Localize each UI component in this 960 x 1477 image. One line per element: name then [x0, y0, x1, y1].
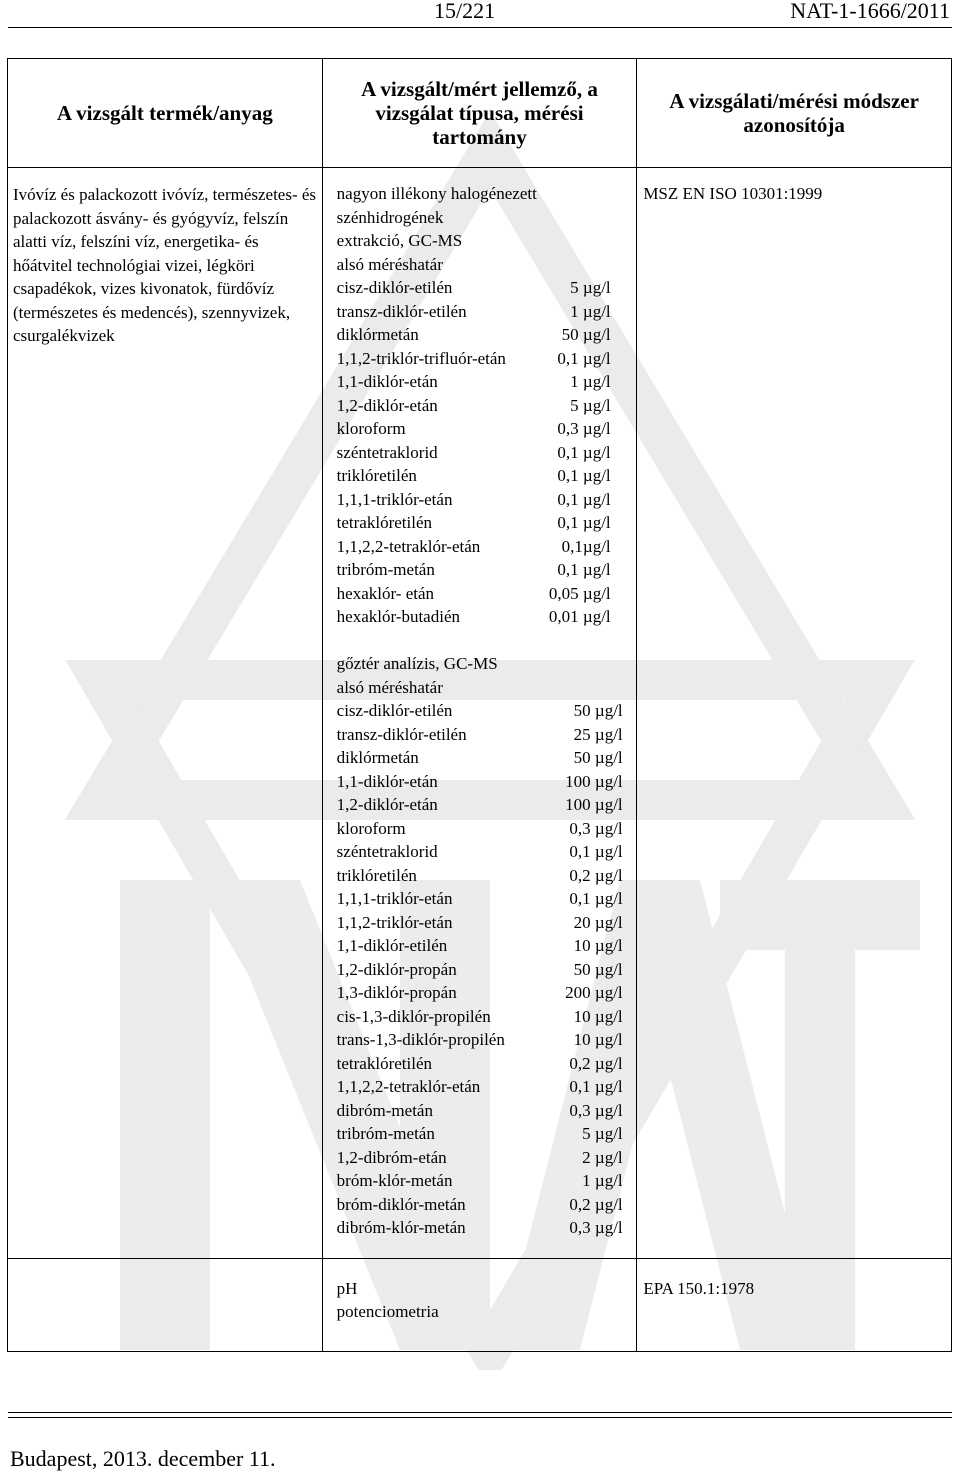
list-item	[337, 417, 633, 441]
detection-limit: 0,3 µg/l	[569, 818, 623, 838]
detection-limit: 0,1 µg/l	[569, 1077, 623, 1096]
list-item	[337, 981, 633, 1005]
list-item	[337, 699, 633, 723]
detection-limit: 50 µg/l	[561, 325, 611, 344]
block1-intro-line: nagyon illékony halogénezett	[336, 184, 537, 203]
list-item	[337, 535, 633, 559]
analyte-name: 1,2-diklór-propán	[336, 959, 457, 979]
analyte-name: tribróm-metán	[336, 560, 435, 579]
list-item	[337, 746, 633, 770]
list-item	[337, 1075, 633, 1099]
analyte-name: 1,1-diklór-etán	[336, 372, 438, 391]
detection-limit: 0,1 µg/l	[557, 466, 611, 485]
list-item	[337, 441, 633, 465]
document-id: NAT-1-1666/2011	[790, 0, 950, 23]
analyte-name: bróm-klór-metán	[336, 1171, 453, 1190]
detection-limit: 0,01 µg/l	[548, 607, 611, 626]
list-item	[337, 276, 633, 300]
table-row	[8, 1258, 952, 1351]
list-item	[337, 817, 633, 841]
detection-limit: 5 µg/l	[582, 1124, 623, 1143]
col-header-method: A vizsgálati/mérési módszer azonosítója	[637, 59, 952, 168]
footer-rule-double	[8, 1417, 952, 1418]
list-item	[337, 1146, 633, 1170]
analyte-name: széntetraklorid	[336, 842, 438, 861]
analyte-name: kloroform	[336, 818, 406, 838]
detection-limit: 5 µg/l	[570, 278, 611, 297]
list-item	[337, 1052, 633, 1076]
extraction-block	[337, 182, 633, 629]
block2-intro	[337, 652, 633, 699]
list-item	[337, 840, 633, 864]
list-item	[337, 582, 633, 606]
list-item	[337, 934, 633, 958]
analyte-name: 1,2-dibróm-etán	[336, 1147, 447, 1167]
detection-limit: 0,1 µg/l	[557, 513, 611, 532]
ph-label: pH	[336, 1278, 358, 1298]
block1-list	[337, 276, 633, 629]
detection-limit: 2 µg/l	[582, 1147, 623, 1167]
detection-limit: 200 µg/l	[565, 983, 623, 1002]
page-number: 15/221	[434, 0, 496, 23]
headspace-block	[337, 652, 633, 1240]
analyte-name: 1,2-diklór-etán	[336, 395, 438, 415]
method-id: MSZ EN ISO 10301:1999	[643, 184, 823, 203]
list-item	[337, 911, 633, 935]
list-item	[337, 511, 633, 535]
analyte-name: 1,3-diklór-propán	[336, 983, 457, 1002]
detection-limit: 100 µg/l	[565, 795, 623, 814]
detection-limit: 0,1 µg/l	[557, 348, 611, 368]
detection-limit: 0,05 µg/l	[548, 583, 611, 603]
accreditation-table	[7, 58, 952, 1352]
ph-cell	[322, 1258, 637, 1351]
col-header-product: A vizsgált termék/anyag	[8, 59, 323, 168]
method-cell	[637, 168, 952, 1259]
analyte-name: hexaklór-butadién	[336, 607, 460, 626]
analyte-name: 1,1,1-triklór-etán	[336, 889, 453, 908]
list-item	[337, 887, 633, 911]
analyte-name: dibróm-metán	[336, 1100, 433, 1120]
list-item	[337, 793, 633, 817]
analyte-name: hexaklór- etán	[336, 583, 435, 603]
detection-limit: 25 µg/l	[573, 724, 623, 744]
header-rule	[8, 27, 952, 28]
detection-limit: 20 µg/l	[573, 912, 623, 932]
detection-limit: 0,2 µg/l	[569, 865, 623, 885]
property-cell	[322, 168, 637, 1259]
detection-limit: 1 µg/l	[570, 301, 611, 321]
analyte-name: tetraklóretilén	[336, 513, 432, 532]
analyte-name: 1,1,2,2-tetraklór-etán	[336, 536, 481, 556]
list-item	[337, 864, 633, 888]
detection-limit: 1 µg/l	[570, 372, 611, 391]
block2-intro-line: alsó méréshatár	[336, 677, 443, 697]
list-item	[337, 1005, 633, 1029]
detection-limit: 0,3 µg/l	[569, 1218, 623, 1237]
analyte-name: diklórmetán	[336, 748, 419, 767]
detection-limit: 50 µg/l	[573, 701, 623, 720]
list-item	[337, 347, 633, 371]
detection-limit: 50 µg/l	[573, 748, 623, 767]
detection-limit: 0,3 µg/l	[557, 419, 611, 438]
list-item	[337, 770, 633, 794]
analyte-name: 1,1,2,2-tetraklór-etán	[336, 1077, 481, 1096]
analyte-name: cisz-diklór-etilén	[336, 701, 453, 720]
list-item	[337, 605, 633, 629]
block1-intro	[337, 182, 633, 276]
detection-limit: 100 µg/l	[565, 771, 623, 791]
analyte-name: 1,1,2-triklór-etán	[336, 912, 453, 932]
analyte-name: kloroform	[336, 419, 406, 438]
table-row	[8, 168, 952, 1259]
analyte-name: tetraklóretilén	[336, 1053, 432, 1073]
list-item	[337, 1099, 633, 1123]
block2-intro-line: gőztér analízis, GC-MS	[336, 654, 498, 673]
detection-limit: 0,1 µg/l	[557, 442, 611, 462]
spacer	[337, 629, 633, 653]
detection-limit: 10 µg/l	[573, 1030, 623, 1049]
col-header-property: A vizsgált/mért jellemző, a vizsgálat típusa, mérési tartomány	[322, 59, 637, 168]
ph-method-id: EPA 150.1:1978	[643, 1278, 755, 1298]
analyte-name: dibróm-klór-metán	[336, 1218, 466, 1237]
analyte-name: 1,1,2-triklór-trifluór-etán	[336, 348, 506, 368]
analyte-name: transz-diklór-etilén	[336, 301, 467, 321]
block2-list	[337, 699, 633, 1240]
analyte-name: cis-1,3-diklór-propilén	[336, 1006, 491, 1026]
list-item	[337, 323, 633, 347]
product-cell: Ivóvíz és palackozott ivóvíz, természetes- és palackozott ásvány- és gyógyvíz, felszín alatti víz, felszíni víz, energetika- és hőátvitel technológiai vizei, légköri csapadékok, vizes kivonatok, fürdővíz (természetes és medencés), szennyvizek, csurgalékvizek	[8, 168, 323, 1259]
list-item	[337, 1193, 633, 1217]
list-item	[337, 1122, 633, 1146]
detection-limit: 0,2 µg/l	[569, 1053, 623, 1073]
detection-limit: 0,1 µg/l	[569, 842, 623, 861]
analyte-name: triklóretilén	[336, 865, 417, 885]
analyte-name: 1,1-diklór-etilén	[336, 936, 448, 955]
list-item	[337, 1028, 633, 1052]
table-header-row	[8, 59, 952, 168]
list-item	[337, 394, 633, 418]
detection-limit: 0,2 µg/l	[569, 1194, 623, 1214]
analyte-name: bróm-diklór-metán	[336, 1194, 466, 1214]
page-header	[0, 0, 960, 28]
block1-intro-line: szénhidrogének	[336, 207, 444, 227]
analyte-name: diklórmetán	[336, 325, 419, 344]
detection-limit: 5 µg/l	[570, 395, 611, 415]
list-item	[337, 464, 633, 488]
list-item	[337, 1216, 633, 1240]
analyte-name: transz-diklór-etilén	[336, 724, 467, 744]
analyte-name: 1,2-diklór-etán	[336, 795, 438, 814]
list-item	[337, 370, 633, 394]
detection-limit: 0,1 µg/l	[569, 889, 623, 908]
block1-intro-line: extrakció, GC-MS	[336, 231, 463, 250]
footer-rule	[8, 1412, 952, 1413]
analyte-name: széntetraklorid	[336, 442, 438, 462]
product-cell-empty	[8, 1258, 323, 1351]
analyte-name: triklóretilén	[336, 466, 417, 485]
detection-limit: 10 µg/l	[573, 936, 623, 955]
detection-limit: 0,1µg/l	[561, 536, 611, 556]
analyte-name: tribróm-metán	[336, 1124, 435, 1143]
detection-limit: 50 µg/l	[573, 959, 623, 979]
detection-limit: 0,1 µg/l	[557, 560, 611, 579]
detection-limit: 0,3 µg/l	[569, 1100, 623, 1120]
block1-intro-line: alsó méréshatár	[336, 254, 443, 274]
ph-technique: potenciometria	[336, 1302, 439, 1321]
list-item	[337, 958, 633, 982]
list-item	[337, 723, 633, 747]
analyte-name: 1,1,1-triklór-etán	[336, 489, 453, 509]
analyte-name: cisz-diklór-etilén	[336, 278, 453, 297]
detection-limit: 1 µg/l	[582, 1171, 623, 1190]
list-item	[337, 488, 633, 512]
list-item	[337, 1169, 633, 1193]
footer-date: Budapest, 2013. december 11.	[10, 1446, 276, 1471]
list-item	[337, 300, 633, 324]
detection-limit: 10 µg/l	[573, 1006, 623, 1026]
detection-limit: 0,1 µg/l	[557, 489, 611, 509]
analyte-name: trans-1,3-diklór-propilén	[336, 1030, 505, 1049]
ph-method-cell	[637, 1258, 952, 1351]
list-item	[337, 558, 633, 582]
analyte-name: 1,1-diklór-etán	[336, 771, 438, 791]
